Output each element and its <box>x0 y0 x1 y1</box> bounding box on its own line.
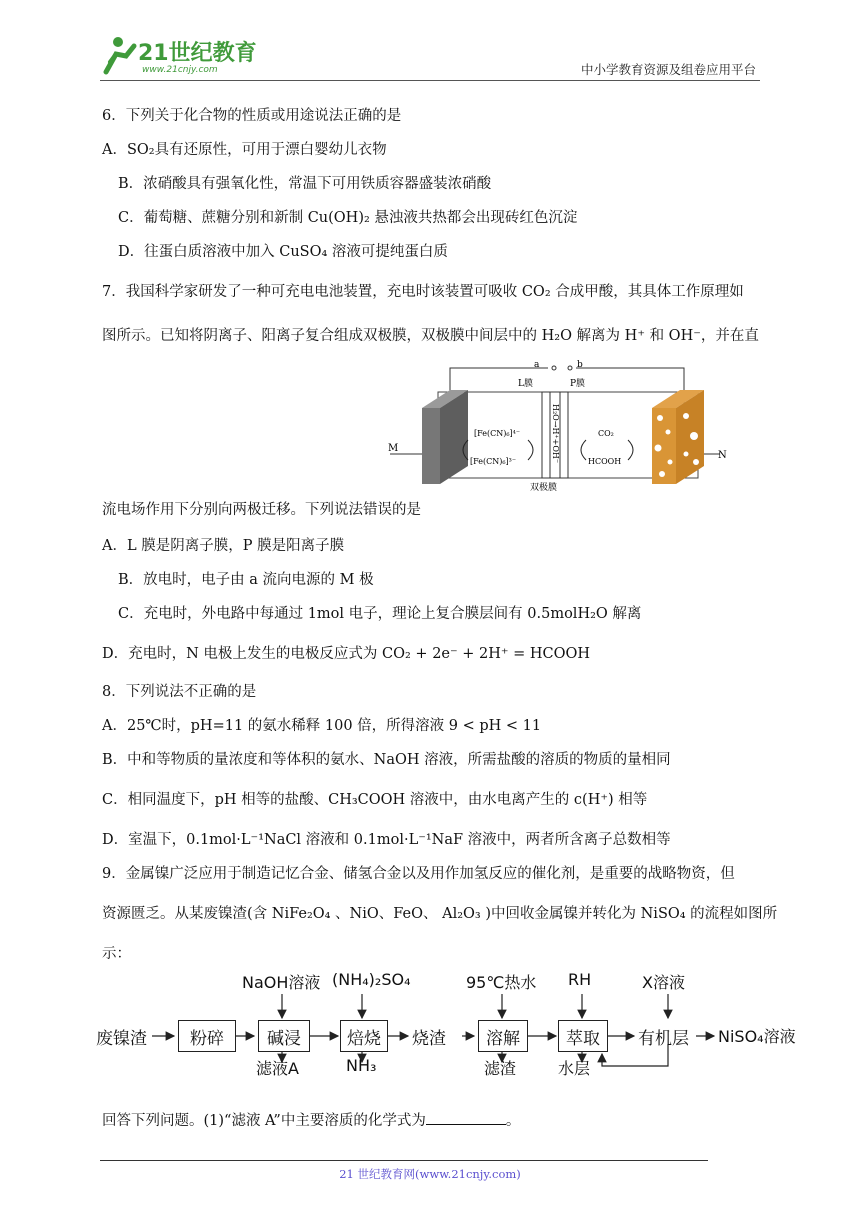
q6-stem: 6．下列关于化合物的性质或用途说法正确的是 <box>102 108 402 124</box>
flow-input-rh: RH <box>568 970 592 989</box>
q7-stem-3: 流电场作用下分别向两极迁移。下列说法错误的是 <box>102 502 421 518</box>
q9-question-text: 回答下列问题。(1)“滤液 A”中主要溶质的化学式为 <box>102 1113 426 1129</box>
logo-text: 21世纪教育 <box>138 41 256 66</box>
q8-option-b: B．中和等物质的量浓度和等体积的氨水、NaOH 溶液，所需盐酸的溶质的物质的量相同 <box>102 752 671 768</box>
q9-stem-1: 9．金属镍广泛应用于制造记忆合金、储氢合金以及用作加氢反应的催化剂，是重要的战略物资，但 <box>102 866 735 882</box>
flow-box-dissolve: 溶解 <box>478 1020 528 1052</box>
header-rule <box>100 80 760 81</box>
footer-rule <box>100 1160 708 1161</box>
flow-mid: 烧渣 <box>412 1029 446 1049</box>
q8-stem: 8．下列说法不正确的是 <box>102 684 257 700</box>
site-logo <box>96 32 256 82</box>
q7-stem-2: 图所示。已知将阴离子、阳离子复合组成双极膜，双极膜中间层中的 H₂O 解离为 H⁺ 和 OH⁻，并在直 <box>102 328 759 344</box>
flow-output-aqueous: 水层 <box>558 1059 591 1078</box>
flow-input-x: X溶液 <box>642 973 685 992</box>
flow-box-extract: 萃取 <box>558 1020 608 1052</box>
q9-question-end: 。 <box>505 1113 521 1129</box>
flow-start: 废镍渣 <box>96 1029 147 1049</box>
footer-link[interactable]: 21 世纪教育网(www.21cnjy.com) <box>339 1167 521 1181</box>
q9-stem-2: 资源匮乏。从某废镍渣(含 NiFe₂O₄ 、NiO、FeO、 Al₂O₃ )中回收金属镍并转化为 NiSO₄ 的流程如图所 <box>102 906 778 922</box>
water-dissociation-label: H₂O→H⁺+OH⁻ <box>551 404 560 464</box>
q6-option-c: C．葡萄糖、蔗糖分别和新制 Cu(OH)₂ 悬浊液共热都会出现砖红色沉淀 <box>118 210 578 226</box>
q7-option-b: B．放电时，电子由 a 流向电源的 M 极 <box>118 572 374 588</box>
answer-blank[interactable] <box>426 1110 506 1125</box>
platform-name: 中小学教育资源及组卷应用平台 <box>580 62 756 77</box>
l-membrane-label: L膜 <box>518 379 533 389</box>
process-flowchart <box>96 966 816 1076</box>
q7-stem-1: 7．我国科学家研发了一种可充电电池装置，充电时该装置可吸收 CO₂ 合成甲酸，其具体工作原理如 <box>102 284 744 300</box>
q6-option-a: A．SO₂具有还原性，可用于漂白婴幼儿衣物 <box>102 142 387 158</box>
q7-option-c: C．充电时，外电路中每通过 1mol 电子，理论上复合膜层间有 0.5molH₂O 解离 <box>118 606 642 622</box>
flow-box-grind: 粉碎 <box>178 1020 236 1052</box>
flow-organic: 有机层 <box>638 1029 689 1049</box>
flow-box-roast: 焙烧 <box>340 1020 388 1052</box>
electrode-n-label: N <box>718 450 727 461</box>
bipolar-membrane-label: 双极膜 <box>530 483 558 493</box>
q7-option-a: A．L 膜是阴离子膜，P 膜是阳离子膜 <box>102 538 345 554</box>
flow-output-nh3: NH₃ <box>346 1056 377 1075</box>
q9-question <box>102 1110 520 1131</box>
flow-box-alkali-leach: 碱浸 <box>258 1020 310 1052</box>
hcooh-label: HCOOH <box>588 457 622 466</box>
ferrocyanide-label: [Fe(CN)₆]⁴⁻ <box>474 429 521 438</box>
flow-input-naoh: NaOH溶液 <box>242 973 321 992</box>
battery-diagram <box>388 356 728 500</box>
logo-url: www.21cnjy.com <box>142 65 218 75</box>
flow-input-hot-water: 95℃热水 <box>466 973 537 992</box>
co2-label: CO₂ <box>598 429 614 438</box>
terminal-a: a <box>534 360 540 370</box>
q8-option-c: C．相同温度下，pH 相等的盐酸、CH₃COOH 溶液中，由水电离产生的 c(H⁺) 相等 <box>102 792 648 808</box>
flow-output-residue: 滤渣 <box>484 1059 517 1078</box>
q8-option-a: A．25℃时，pH=11 的氨水稀释 100 倍，所得溶液 9 < pH < 11 <box>102 718 542 734</box>
q6-option-b: B．浓硝酸具有强氧化性，常温下可用铁质容器盛装浓硝酸 <box>118 176 492 192</box>
p-membrane-label: P膜 <box>570 379 586 389</box>
electrode-m-label: M <box>388 443 399 454</box>
flow-end: NiSO₄溶液 <box>718 1027 796 1046</box>
ferricyanide-label: [Fe(CN)₆]³⁻ <box>470 457 517 466</box>
q9-stem-3: 示： <box>102 946 131 962</box>
q6-option-d: D．往蛋白质溶液中加入 CuSO₄ 溶液可提纯蛋白质 <box>118 244 448 260</box>
flow-output-filtrate-a: 滤液A <box>256 1059 299 1078</box>
terminal-b: b <box>577 360 583 370</box>
flow-input-ammonium-sulfate: (NH₄)₂SO₄ <box>332 970 411 989</box>
q7-option-d: D．充电时，N 电极上发生的电极反应式为 CO₂ + 2e⁻ + 2H⁺ = HCOOH <box>102 646 591 662</box>
q8-option-d: D．室温下，0.1mol·L⁻¹NaCl 溶液和 0.1mol·L⁻¹NaF 溶液中，两者所含离子总数相等 <box>102 832 671 848</box>
